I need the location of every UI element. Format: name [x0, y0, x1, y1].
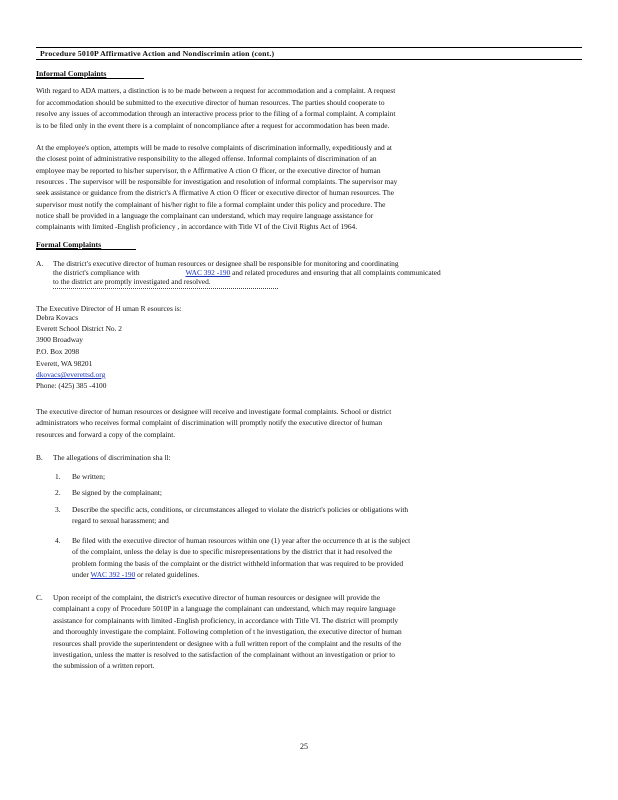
informal-paragraph-1-line: resolve any issues of accommodation through an interactive process prior to the filing of a formal complaint. A complaint [36, 109, 396, 118]
item-c-line: complainant a copy of Procedure 5010P in a language the complainant can understand, which may require language [53, 604, 396, 614]
item-a-line-2-pre: the district's compliance with [53, 268, 140, 277]
formal-complaints-heading: Formal Complaints [36, 240, 102, 249]
contact-name: Debra Kovacs [36, 313, 79, 322]
item-a-marker: A. [36, 259, 44, 268]
informal-paragraph-2-line: seek assistance or guidance from the district's A ffirmative A ction O fficer or executive director of human resources. The [36, 188, 395, 198]
formal-paragraph-notify-line: resources and forward a copy of the complaint. [36, 429, 176, 439]
informal-paragraph-2-line: the closest point of administrative responsibility to the alleged offense. Informal complaints of discrimination of an [36, 154, 377, 164]
item-b-subitem-text: Be signed by the complainant; [72, 488, 162, 497]
item-c-marker: C. [36, 593, 43, 602]
item-b-subitem-text: regard to sexual harassment; and [72, 516, 169, 526]
item-a-line-1: The district's executive director of human resources or designee shall be responsible for monitoring and coordinating [53, 259, 399, 268]
section-title: Procedure 5010P Affirmative Action and Nondiscrimin ation (cont.) [40, 49, 275, 58]
item-a-underline [53, 288, 278, 289]
item-b-text: The allegations of discrimination sha ll: [53, 453, 171, 462]
item-a-line-3: to the district are promptly investigated and resolved. [53, 277, 211, 286]
contact-po-box: P.O. Box 2098 [36, 347, 80, 356]
item-c-line: assistance for complainants with limited -English proficiency, in accordance with Title VI. The district will promptly [53, 615, 399, 625]
contact-intro: The Executive Director of H uman R esources is: [36, 304, 182, 313]
informal-paragraph-1-line: for accommodation should be submitted to the executive director of human resources. The parties should cooperate to [36, 97, 385, 107]
section-title-bar [36, 47, 582, 60]
item-b-subitem-text: problem forming the basis of the complaint or the district withheld information that was required to be provided [72, 558, 404, 568]
wac-link-1[interactable]: WAC 392 -190 [185, 268, 231, 277]
formal-heading-underline [36, 249, 136, 250]
item-b-subitem-number: 3. [55, 505, 61, 514]
wac-link-2[interactable]: WAC 392 -190 [90, 570, 136, 579]
contact-street: 3900 Broadway [36, 335, 84, 344]
item-c-line: resources shall provide the superintendent or designee with a full written report of the complaint and the results of the [53, 638, 402, 648]
item-b-subitem-number: 4. [55, 536, 61, 545]
item-a-line-2-post: and related procedures and ensuring that all complaints communicated [232, 268, 441, 277]
item-b-subitem-number: 2. [55, 488, 61, 497]
contact-email-link[interactable]: dkovacs@everettsd.org [36, 370, 106, 379]
item-b-subitem-text: Be written; [72, 472, 106, 481]
item-c-line: and thoroughly investigate the complaint. Following completion of t he investigation, the executive director of human [53, 627, 402, 637]
informal-paragraph-1-line: is to be filed only in the event there is a complaint of noncompliance after a request for accommodation has been made. [36, 120, 390, 130]
item-c-line: the submission of a written report. [53, 661, 155, 671]
page-number: 25 [300, 742, 308, 751]
informal-paragraph-2-line: resources . The supervisor will be responsible for investigation and resolution of informal complaints. The supervisor may [36, 176, 398, 186]
formal-paragraph-notify-line: administrators who receives formal complaint of discrimination will promptly notify the executive director of human [36, 418, 383, 428]
informal-paragraph-2-line: complainants with limited -English proficiency , in accordance with Title VI of the Civil Rights Act of 1964. [36, 222, 358, 232]
item-a-line-2 [53, 268, 441, 277]
item-b-subitem-number: 1. [55, 472, 61, 481]
informal-heading-underline [36, 78, 144, 79]
informal-paragraph-1-line: With regard to ADA matters, a distinction is to be made between a request for accommodation and a complaint. A request [36, 86, 396, 95]
contact-city: Everett, WA 98201 [36, 359, 93, 368]
contact-org: Everett School District No. 2 [36, 324, 123, 333]
informal-paragraph-2-line: employee may be reported to his/her supervisor, th e Affirmative A ction O fficer, or the executive director of human [36, 165, 381, 175]
contact-phone: Phone: (425) 385 -4100 [36, 381, 107, 390]
item-b-subitem-text: Describe the specific acts, conditions, or circumstances alleged to violate the district's policies or obligations with [72, 505, 409, 514]
item-c-line: investigation, unless the matter is resolved to the satisfaction of the complainant without an investigation or prior to [53, 650, 395, 659]
informal-paragraph-2-line: supervisor must notify the complainant of his/her right to file a formal complaint under this policy and procedure. The [36, 199, 386, 209]
item-b-4-last-line [72, 570, 199, 579]
item-b-4-guidelines: or related guidelines. [137, 570, 200, 579]
item-b-subitem-text: Be filed with the executive director of human resources within one (1) year after the occurrence th at is the subject [72, 536, 411, 545]
item-b-marker: B. [36, 453, 43, 462]
item-b-subitem-text: of the complaint, unless the delay is due to specific misrepresentations by the district that it had resolved the [72, 547, 392, 557]
informal-paragraph-2-line: notice shall be provided in a language the complainant can understand, which may require language assistance for [36, 210, 374, 220]
item-c-line: Upon receipt of the complaint, the district's executive director of human resources or designee will provide the [53, 593, 381, 602]
informal-complaints-heading: Informal Complaints [36, 69, 107, 78]
item-b-4-under: under [72, 570, 89, 579]
formal-paragraph-notify-line: The executive director of human resources or designee will receive and investigate formal complaints. School or district [36, 407, 392, 416]
informal-paragraph-2-line: At the employee's option, attempts will be made to resolve complaints of discrimination informally, expeditiously and at [36, 143, 392, 152]
